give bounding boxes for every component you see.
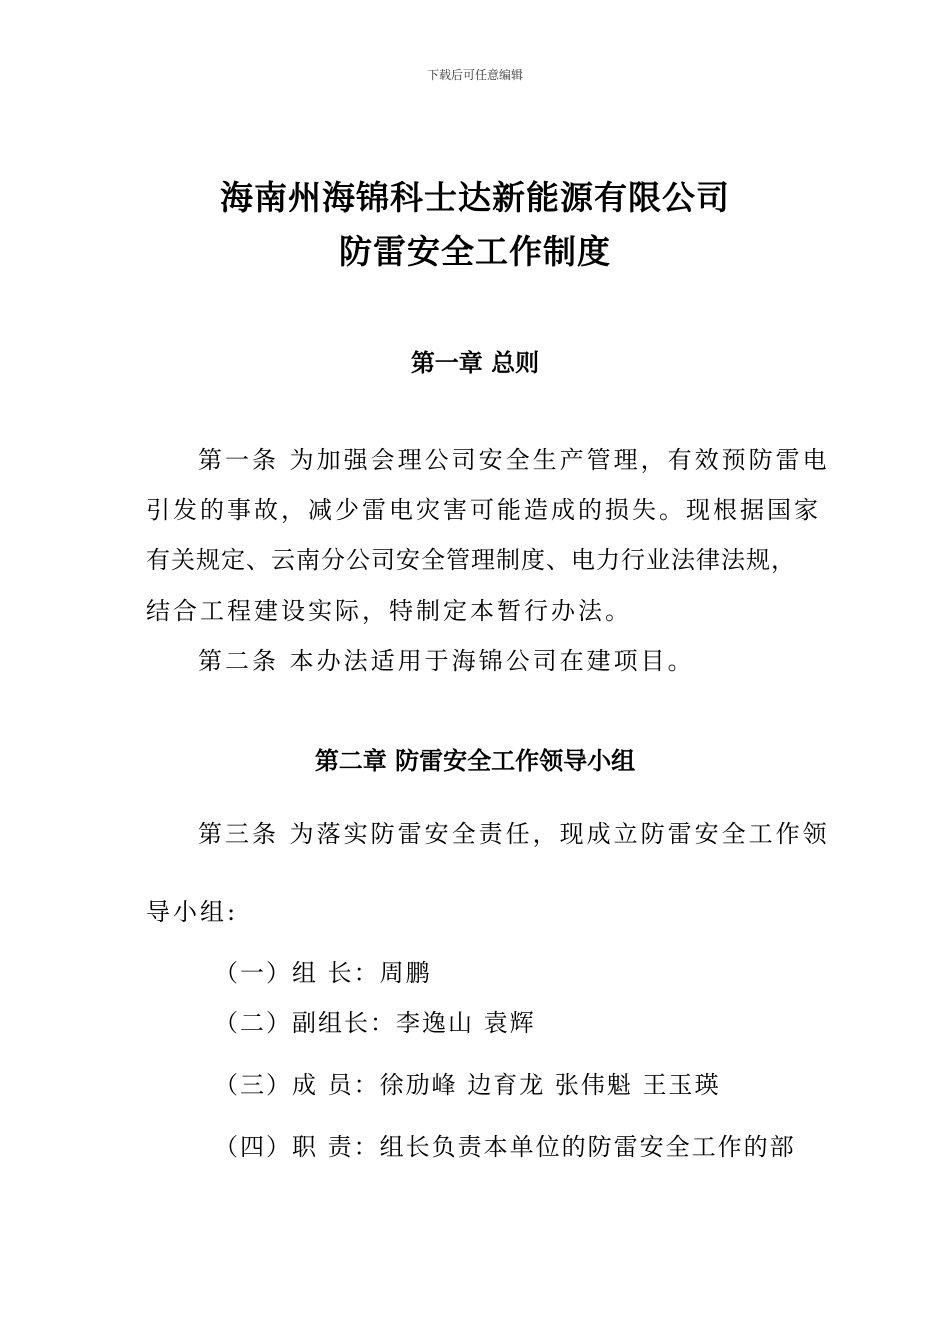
member-duties: （四）职 责：组长负责本单位的防雷安全工作的部 [214,1133,796,1161]
article1-line2: 引发的事故，减少雷电灾害可能造成的损失。现根据国家 [146,496,821,524]
chapter1-heading: 第一章 总则 [410,349,540,377]
document-title-line1: 海南州海锦科士达新能源有限公司 [220,178,730,217]
article1-line4: 结合工程建设实际，特制定本暂行办法。 [146,597,632,625]
member-members: （三）成 员：徐劢峰 边育龙 张伟魁 王玉瑛 [214,1071,721,1099]
member-leader: （一）组 长：周鹏 [214,959,432,987]
article1-line1: 第一条 为加强会理公司安全生产管理，有效预防雷电 [198,446,830,474]
document-title-line2: 防雷安全工作制度 [339,232,611,271]
header-note: 下载后可任意编辑 [426,68,523,82]
article3-line1: 第三条 为落实防雷安全责任，现成立防雷安全工作领 [198,820,830,848]
article1-line3: 有关规定、云南分公司安全管理制度、电力行业法律法规， [146,546,796,574]
chapter2-heading: 第二章 防雷安全工作领导小组 [314,747,636,775]
member-deputy: （二）副组长：李逸山 袁辉 [214,1009,536,1037]
article3-line2: 导小组: [146,898,239,926]
article2-line: 第二条 本办法适用于海锦公司在建项目。 [198,647,695,675]
